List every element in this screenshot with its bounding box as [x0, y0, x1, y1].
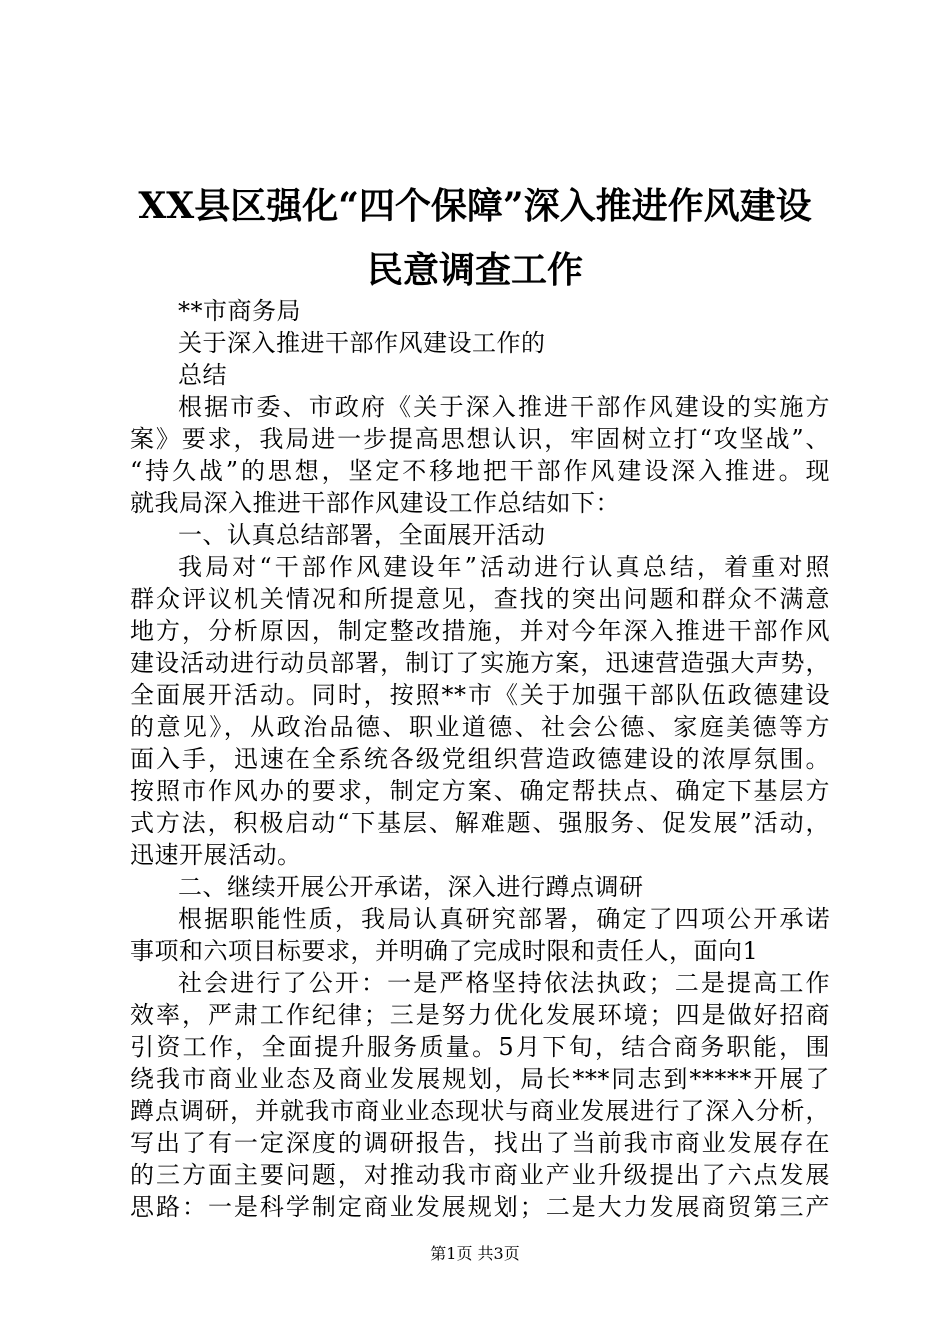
body-line: 地方，分析原因，制定整改措施，并对今年深入推进干部作风	[130, 617, 830, 645]
body-line: 写出了有一定深度的调研报告，找出了当前我市商业发展存在	[130, 1129, 830, 1157]
body-line: 根据职能性质，我局认真研究部署，确定了四项公开承诺	[178, 905, 830, 933]
body-line: 事项和六项目标要求，并明确了完成时限和责任人，面向1	[130, 937, 759, 965]
body-line: 式方法，积极启动“下基层、解难题、强服务、促发展”活动，	[130, 809, 830, 837]
body-line: 群众评议机关情况和所提意见，查找的突出问题和群众不满意	[130, 585, 830, 613]
body-line: “持久战”的思想，坚定不移地把干部作风建设深入推进。现	[130, 457, 830, 485]
body-line: 思路：一是科学制定商业发展规划；二是大力发展商贸第三产	[130, 1193, 830, 1221]
section-heading: 二、继续开展公开承诺，深入进行蹲点调研	[178, 873, 644, 901]
document-title-line-1: XX县区强化“四个保障”深入推进作风建设	[138, 185, 812, 227]
page-footer: 第1页 共3页	[430, 1244, 520, 1263]
body-line: 的三方面主要问题，对推动我市商业产业升级提出了六点发展	[130, 1161, 830, 1189]
body-line: 效率，严肃工作纪律；三是努力优化发展环境；四是做好招商	[130, 1001, 830, 1029]
body-line: 全面展开活动。同时，按照**市《关于加强干部队伍政德建设	[130, 681, 830, 709]
body-line: 面入手，迅速在全系统各级党组织营造政德建设的浓厚氛围。	[130, 745, 830, 773]
body-line: 案》要求，我局进一步提高思想认识，牢固树立打“攻坚战”、	[130, 425, 830, 453]
body-line: 迅速开展活动。	[130, 841, 302, 869]
body-line: 引资工作，全面提升服务质量。5月下旬，结合商务职能，围	[130, 1033, 830, 1061]
body-line: 关于深入推进干部作风建设工作的	[178, 329, 546, 357]
body-line: 我局对“干部作风建设年”活动进行认真总结，着重对照	[178, 553, 830, 581]
body-line: 建设活动进行动员部署，制订了实施方案，迅速营造强大声势，	[130, 649, 830, 677]
body-line: **市商务局	[178, 297, 301, 325]
body-line: 的意见》，从政治品德、职业道德、社会公德、家庭美德等方	[130, 713, 830, 741]
body-line: 根据市委、市政府《关于深入推进干部作风建设的实施方	[178, 393, 830, 421]
section-heading: 一、认真总结部署，全面展开活动	[178, 521, 546, 549]
body-line: 蹲点调研，并就我市商业业态现状与商业发展进行了深入分析，	[130, 1097, 830, 1125]
document-title-line-2: 民意调查工作	[366, 249, 583, 291]
body-line: 按照市作风办的要求，制定方案、确定帮扶点、确定下基层方	[130, 777, 830, 805]
body-line: 总结	[178, 361, 227, 389]
document-body	[130, 295, 830, 1223]
body-line: 社会进行了公开：一是严格坚持依法执政；二是提高工作	[178, 969, 830, 997]
body-line: 就我局深入推进干部作风建设工作总结如下：	[130, 489, 620, 517]
body-line: 绕我市商业业态及商业发展规划，局长***同志到*****开展了	[130, 1065, 830, 1093]
